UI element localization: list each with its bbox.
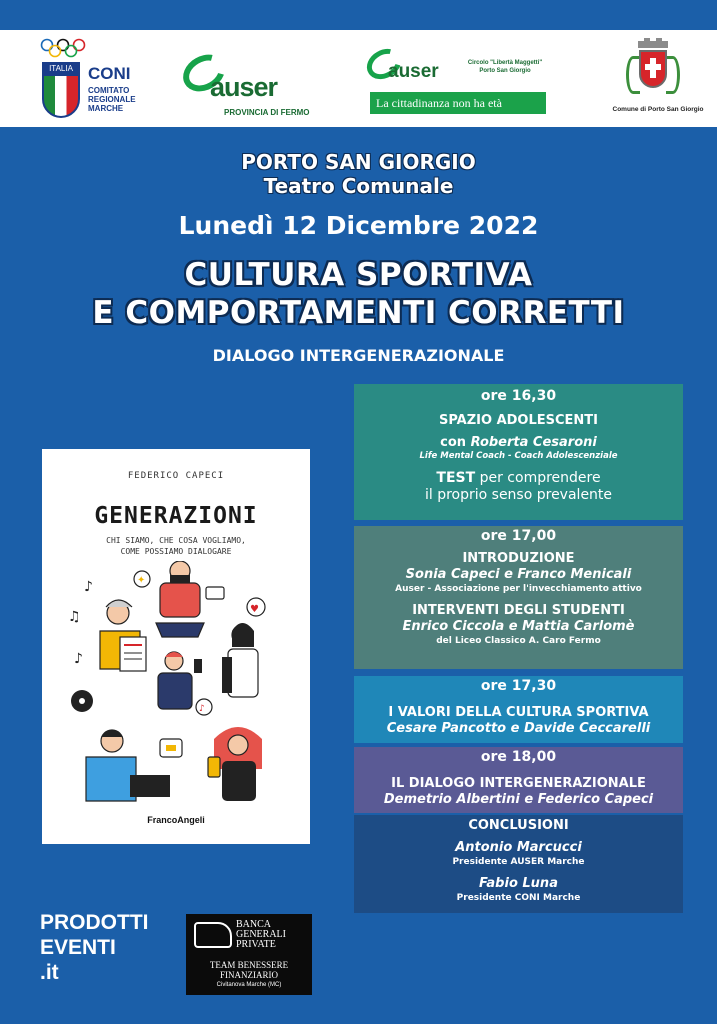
event-subtitle: DIALOGO INTERGENERAZIONALE	[212, 346, 505, 365]
slot-speaker: con Roberta Cesaroni	[440, 435, 597, 450]
auser-wordmark: auser	[210, 72, 278, 102]
comune-logo	[612, 36, 704, 124]
auser-circolo-logo	[362, 46, 548, 116]
program-slot-1800	[354, 747, 683, 813]
svg-text:♪: ♪	[84, 579, 93, 595]
slot-school: del Liceo Classico A. Caro Fermo	[436, 636, 601, 646]
coni-logo	[38, 38, 148, 123]
auser-wordmark: auser	[388, 61, 439, 82]
slot-heading-2: INTERVENTI DEGLI STUDENTI	[412, 603, 625, 618]
book-publisher: FrancoAngeli	[147, 815, 205, 825]
bank-name: BANCA GENERALI PRIVATE	[236, 919, 286, 950]
auser-tagline: La cittadinanza non ha età	[370, 92, 546, 114]
logo-band	[0, 30, 717, 127]
book-illustration	[56, 561, 296, 811]
laurel-icon	[666, 56, 680, 94]
book-author: FEDERICO CAPECI	[127, 471, 225, 481]
auser-fermo-logo	[180, 50, 330, 125]
slot-heading: IL DIALOGO INTERGENERAZIONALE	[391, 776, 646, 791]
slot-heading: CONCLUSIONI	[468, 818, 569, 833]
slot-speaker-role: Life Mental Coach - Coach Adolescenziale	[419, 451, 618, 461]
slot-speaker-1-role: Presidente AUSER Marche	[452, 857, 585, 867]
svg-text:♪: ♪	[199, 704, 205, 714]
event-date: Lunedì 12 Dicembre 2022	[178, 211, 539, 240]
coni-sub: COMITATO REGIONALE MARCHE	[88, 86, 136, 113]
slot-speakers-2: Enrico Ciccola e Mattia Carlomè	[402, 619, 635, 634]
book-cover	[42, 449, 310, 844]
slot-heading: INTRODUZIONE	[462, 551, 575, 566]
slot-test-line2: il proprio senso prevalente	[424, 487, 613, 503]
book-subtitle: CHI SIAMO, CHE COSA VOGLIAMO, COME POSSIAMO DIALOGARE	[106, 536, 246, 556]
venue-name: Teatro Comunale	[263, 174, 454, 198]
auser-province: PROVINCIA DI FERMO	[224, 108, 310, 117]
city-name: PORTO SAN GIORGIO	[241, 150, 476, 174]
slot-speakers: Sonia Capeci e Franco Menicali	[405, 567, 632, 582]
banca-generali-logo	[186, 914, 312, 995]
event-location	[0, 150, 717, 198]
slot-heading: I VALORI DELLA CULTURA SPORTIVA	[388, 705, 649, 720]
program-slot-1730	[354, 676, 683, 743]
slot-speaker-2-role: Presidente CONI Marche	[456, 893, 581, 903]
laurel-icon	[626, 56, 640, 94]
svg-text:♪: ♪	[74, 651, 83, 667]
slot-test: TEST per comprendere	[436, 470, 601, 486]
slot-time: ore 17,30	[480, 678, 557, 694]
bank-team: TEAM BENESSERE FINANZIARIO	[209, 960, 289, 980]
event-title: CULTURA SPORTIVA E COMPORTAMENTI CORRETTI	[92, 257, 625, 331]
program-slot-1630	[354, 384, 683, 520]
prodotti-eventi-logo: PRODOTTI EVENTI .it	[40, 911, 149, 984]
olympic-rings-icon	[40, 38, 86, 58]
slot-speaker-1: Antonio Marcucci	[455, 840, 582, 855]
bank-place: Civitanova Marche (MC)	[216, 982, 282, 988]
slot-speaker-role: Auser - Associazione per l'invecchiamento attivo	[395, 584, 642, 594]
comune-name: Comune di Porto San Giorgio	[612, 106, 704, 113]
auser-circolo-name: Circolo "Libertà Maggetti" Porto San Giorgio	[467, 60, 543, 74]
coni-name: CONI	[88, 64, 131, 83]
slot-speaker-2: Fabio Luna	[479, 876, 558, 891]
slot-time: ore 17,00	[480, 528, 557, 544]
svg-text:♫: ♫	[68, 609, 81, 625]
slot-time: ore 18,00	[480, 749, 557, 765]
program-slot-1700	[354, 526, 683, 669]
crown-icon	[638, 38, 668, 48]
book-title: GENERAZIONI	[94, 503, 258, 529]
slot-speakers: Cesare Pancotto e Davide Ceccarelli	[386, 721, 651, 736]
slot-time: ore 16,30	[480, 388, 557, 404]
svg-text:✦: ✦	[137, 575, 146, 586]
lion-icon	[194, 922, 232, 948]
program-conclusioni	[354, 815, 683, 913]
slot-speakers: Demetrio Albertini e Federico Capeci	[383, 792, 654, 807]
slot-heading: SPAZIO ADOLESCENTI	[438, 413, 599, 428]
svg-text:♥: ♥	[250, 604, 259, 615]
coni-country: ITALIA	[42, 62, 80, 76]
